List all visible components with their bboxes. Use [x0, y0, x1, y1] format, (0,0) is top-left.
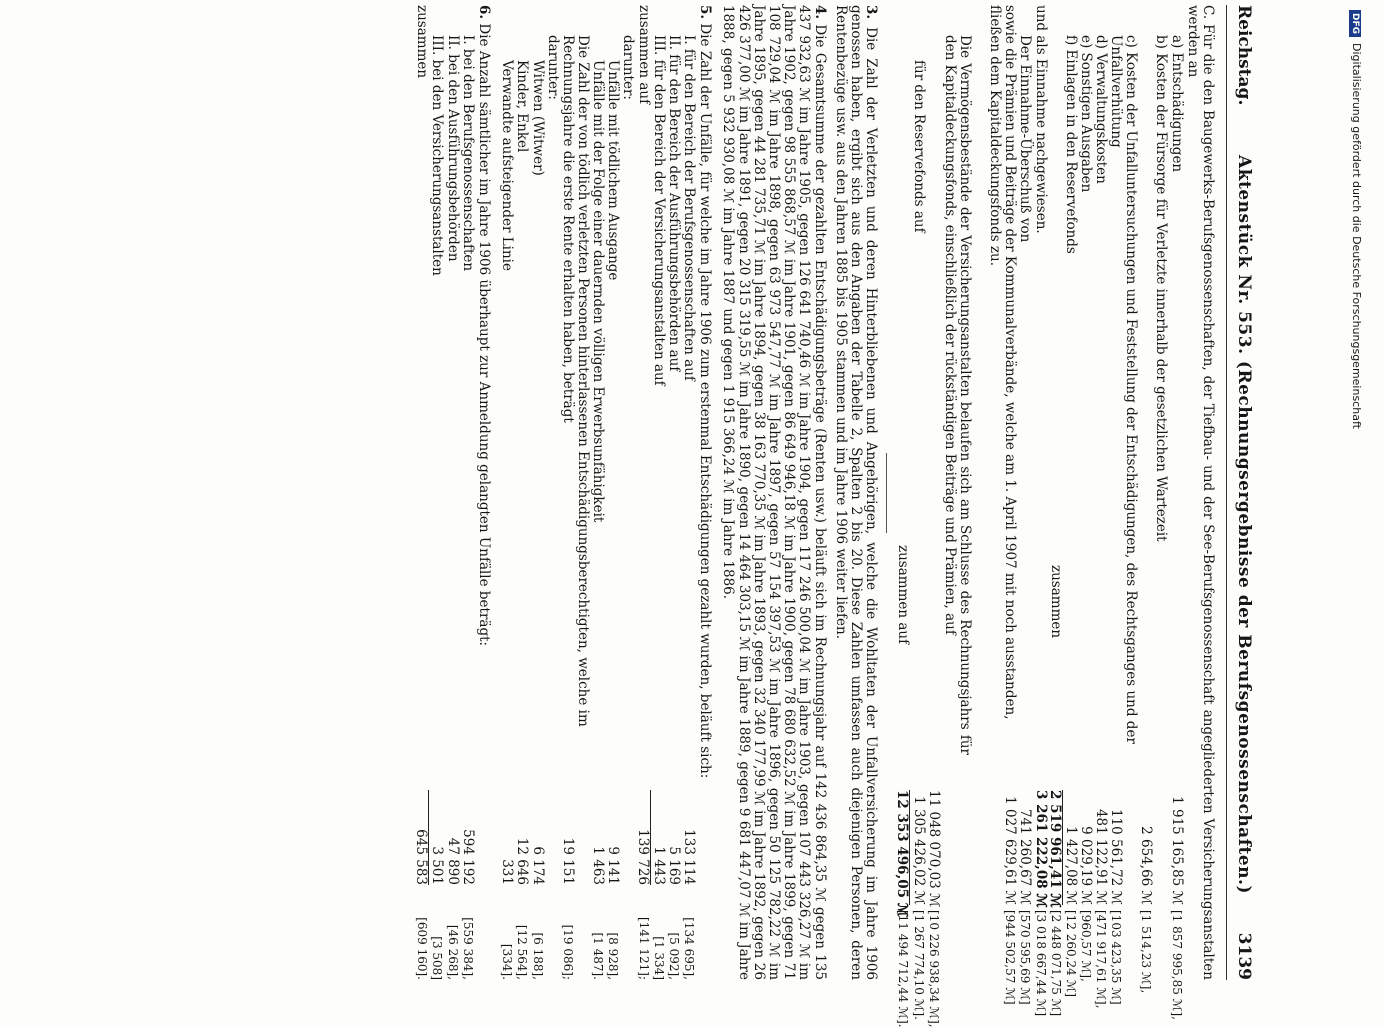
section-3-number: 3.	[863, 5, 880, 20]
s6-row-1: I. bei den Berufsgenossenschaften 594 192 [559 384],	[459, 35, 476, 980]
section-4	[720, 5, 826, 980]
total-row: zusammen auf 12 353 496,05 ℳ [11 494 712,44 ℳ].	[894, 545, 912, 1028]
item-e: e) Sonstigen Ausgaben 9 029,19 ℳ [960,57 ℳ],	[1078, 35, 1095, 982]
vermoegen-text: Die Vermögensbestände der Versicherungsanstalten belaufen sich am Schlusse des Rechnungsjahrs für den Kapitaldeckungsfonds, einschließlich der rückständigen Beiträge und Prämien, auf	[942, 35, 974, 755]
item-d: d) Verwaltungskosten 481 122,91 ℳ [471 917,61 ℳ],	[1093, 35, 1110, 1009]
section-c	[894, 5, 1216, 1028]
page-header	[1225, 5, 1255, 980]
section-5-intro: 5. Die Zahl der Unfälle, für welche im Jahre 1906 zum erstenmal Entschädigungen gezahlt wurden, beläuft sich:	[697, 5, 714, 779]
reserve-row: für den Reservefonds auf 1 305 426,02 ℳ [1 267 774,10 ℳ].	[910, 60, 927, 1020]
s5-darunter-2: darunter:	[544, 35, 561, 100]
dfg-logo: DFG	[1349, 10, 1361, 37]
section-c-intro: C. Für die den Baugewerks-Berufsgenossenschaften, der Tiefbau- und der See-Berufsgenossenschaft angegliederten Versicherungsanstalten werden an	[1184, 5, 1216, 980]
s5-sub2-3: Verwandte aufsteigender Linie 331 [334].	[499, 60, 516, 980]
digitization-text: Digitalisierung gefördert durch die Deutsche Forschungsgemeinschaft	[1350, 43, 1363, 429]
s6-row-3: III. bei den Versicherungsanstalten 3 501 [3 508]	[429, 35, 446, 980]
s5-sub-1: Unfälle mit tödlichem Ausgange 9 141 [8 928],	[605, 60, 622, 980]
section-3	[833, 5, 879, 980]
separator	[886, 453, 887, 533]
section-6	[414, 5, 491, 980]
item-a: a) Entschädigungen 1 915 165,85 ℳ [1 857 995,85 ℳ],	[1168, 35, 1185, 1020]
section-5	[499, 5, 712, 980]
page-number: 3139	[1234, 932, 1254, 980]
s5-total: zusammen auf 139 726 [141 121];	[634, 5, 652, 980]
item-b: b) Kosten der Fürsorge für Verletzte innerhalb der gesetzlichen Wartezeit 2 654,66 ℳ [1 514,23 ℳ],	[1138, 35, 1170, 994]
section-6-intro: 6. Die Anzahl sämtlicher im Jahre 1906 überhaupt zur Anmeldung gelangten Unfälle beträgt:	[476, 5, 493, 647]
einnahme-row: und als Einnahme nachgewiesen. 3 261 222,08 ℳ [3 018 667,44 ℳ]	[1032, 5, 1049, 1017]
header-left: Reichstag.	[1234, 5, 1254, 106]
s5-sub2-1: Witwen (Witwer) 6 174 [6 188],	[529, 60, 546, 980]
item-f: f) Einlagen in den Reservefonds 1 427,08 ℳ [12 260,24 ℳ]	[1063, 35, 1080, 998]
s6-row-2: II. bei den Ausführungsbehörden 47 890 [46 268],	[444, 35, 461, 980]
kapital-row: 11 048 070,03 ℳ [10 226 938,34 ℳ],	[925, 790, 942, 1028]
header-title: Aktenstück Nr. 553. (Rechnungsergebnisse der Berufsgenossenschaften.)	[1234, 155, 1254, 894]
zusammen-row: zusammen 2 519 961,41 ℳ [2 448 071,75 ℳ]	[1046, 565, 1064, 1017]
header-rule	[1226, 5, 1227, 980]
item-c: c) Kosten der Unfalluntersuchungen und Feststellung der Entschädigungen, des Rechtsganges und der Unfallverhütung 110 561,72 ℳ [103 423,35 ℳ]	[1108, 35, 1140, 1005]
section-4-text: Die Gesamtsumme der gezahlten Entschädigungsbeträge (Renten usw.) beläuft sich im Rechnungsjahr auf 142 436 864,35 ℳ gegen 135 437 932,63 ℳ im Jahre 1905, gegen 126 641 740,46 ℳ im Jahre 1904, gegen 117 246 500,04 ℳ im Jahre 1903, gegen 107 443 326,27 ℳ im Jahre 1902, gegen 98 555 868,57 ℳ im Jahre 1901, gegen 86 649 946,18 ℳ im Jahre 1900, gegen 78 680 632,52 ℳ im Jahre 1899, gegen 71 108 729,04 ℳ im Jahre 1898, gegen 63 973 547,77 ℳ im Jahre 1897, gegen 57 154 397,53 ℳ im Jahre 1896, gegen 50 125 782,22 ℳ im Jahre 1895, gegen 44 281 735,71 ℳ im Jahre 1894, gegen 38 163 770,35 ℳ im Jahre 1893, gegen 32 340 177,99 ℳ im Jahre 1892, gegen 26 426 377,00 ℳ im Jahre 1891, gegen 20 315 319,55 ℳ im Jahre 1890, gegen 14 464 303,15 ℳ im Jahre 1889, gegen 9 681 447,07 ℳ im Jahre 1888, gegen 5 932 930,08 ℳ im Jahre 1887 und gegen 1 915 366,24 ℳ im Jahre 1886.	[720, 5, 828, 981]
s5-darunter: darunter:	[620, 35, 637, 100]
digitization-note	[1349, 10, 1363, 429]
s6-total: zusammen 645 583 [609 160].	[413, 5, 431, 980]
section-4-number: 4.	[811, 5, 828, 20]
s5-row-1: I. für den Bereich der Berufsgenossenschaften auf 133 114 [134 695],	[681, 35, 698, 980]
s5-sub-2: Unfälle mit der Folge einer dauernden völligen Erwerbsunfähigkeit 1 463 [1 487].	[589, 60, 606, 980]
s5-hinter: Die Zahl der von tödlich verletzten Personen hinterlassenen Entschädigungsberechtigten, welche im Rechnungsjahre die erste Rente erhalten haben, beträgt 19 151 [19 086];	[559, 35, 591, 980]
rotated-page	[55, 5, 1255, 1028]
ueberschuss-row: Der Einnahme-Überschuß von 741 260,67 ℳ [570 595,69 ℳ]	[1017, 35, 1034, 1005]
section-3-text: Die Zahl der Verletzten und deren Hinterbliebenen und Angehörigen, welche die Wohltaten der Unfallversicherung im Jahre 1906 genossen haben, ergibt sich aus den Angaben der Tabelle 2, Spalten 2 bis 20. Diese Zahlen umfassen auch diejenigen Personen, deren Rentenbezüge usw. aus den Jahren 1885 bis 1905 stammen und im Jahre 1906 weiter liefen.	[832, 5, 880, 980]
s5-sub2-2: Kinder, Enkel 12 646 [12 564],	[514, 60, 531, 980]
s5-row-2: II. für den Bereich der Ausführungsbehörden auf 5 169 [5 092],	[665, 35, 682, 980]
s5-row-3: III. für den Bereich der Versicherungsanstalten auf 1 443 [1 334]	[650, 35, 667, 980]
praemien-row: sowie die Prämien und Beiträge der Kommunalverbände, welche am 1. April 1907 mit noch ausstanden, fließen dem Kapitaldeckungsfonds zu. 1 027 629,61 ℳ [944 502,57 ℳ]	[987, 5, 1019, 1005]
